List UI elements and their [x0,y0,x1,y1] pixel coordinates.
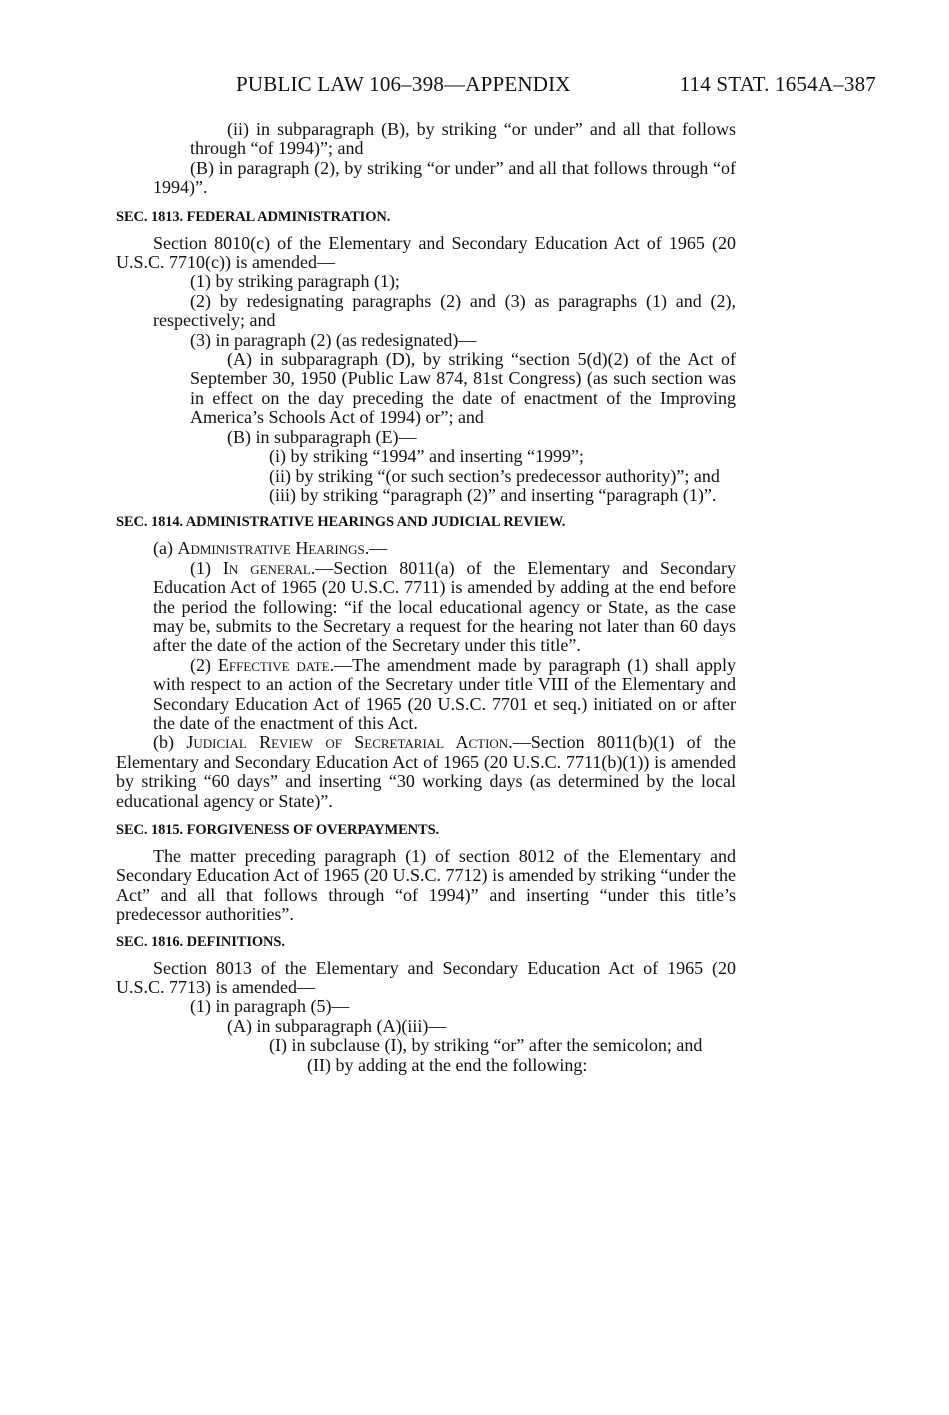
header-statute-cite: 114 STAT. 1654A–387 [679,72,876,96]
section-1813-para-3: (3) in paragraph (2) (as redesignated)— [190,329,477,350]
subsection-b-number: (b) [153,732,187,753]
section-1816-subclause-ii: (II) by adding at the end the following: [307,1054,588,1075]
section-1816-para-1: (1) in paragraph (5)— [190,996,350,1017]
section-heading-1814: SEC. 1814. ADMINISTRATIVE HEARINGS AND JUDICIAL REVIEW. [116,514,566,531]
section-1813-subpara-a: (A) in subparagraph (D), by striking “section 5(d)(2) of the Act of September 30, 1950 (Public Law 874, 81st Congress) (as such section was in effect on the day preceding the date of enactment of the Improving America’s Schools Act of 1994) or”; and [190,349,736,428]
header-law-title: PUBLIC LAW 106–398—APPENDIX [236,72,571,96]
section-1813-clause-ii: (ii) by striking “(or such section’s predecessor authority)”; and [269,465,720,486]
section-1813-clause-iii: (iii) by striking “paragraph (2)” and inserting “paragraph (1)”. [269,484,717,505]
subsection-b-caption: Judicial Review of Secretarial Action [186,732,509,753]
section-1814-para-2 [116,656,736,734]
section-1814-para-1 [116,559,736,656]
section-heading-1816: SEC. 1816. DEFINITIONS. [116,933,285,950]
section-1814-subsection-a [116,539,736,558]
section-1813-subpara-b: (B) in subparagraph (E)— [227,426,417,447]
section-1813-para-1: (1) by striking paragraph (1); [190,271,400,292]
subsection-a-number: (a) [153,538,178,559]
subsection-b-text: .—Section 8011(b)(1) of the Elementary and Secondary Education Act of 1965 (20 U.S.C. 7711(b)(1)) is amended by striking “60 days” and inserting “30 working days (as determined by the local educational agency or State)”. [116,732,736,811]
section-1815-text: The matter preceding paragraph (1) of section 8012 of the Elementary and Secondary Education Act of 1965 (20 U.S.C. 7712) is amended by striking “under the Act” and all that follows through “of 1994)” and inserting “under this title’s predecessor authorities”. [116,846,736,925]
para-1-number: (1) [190,557,223,578]
para-2-caption: Effective date [217,654,330,675]
subparagraph-b: (B) in paragraph (2), by striking “or under” and all that follows through “of 1994)”. [153,157,736,198]
running-header [236,72,876,100]
para-2-number: (2) [190,654,218,675]
section-1816-intro: Section 8013 of the Elementary and Secondary Education Act of 1965 (20 U.S.C. 7713) is amended— [116,957,736,998]
para-2-text: .—The amendment made by paragraph (1) shall apply with respect to an action of the Secretary under title VIII of the Elementary and Secondary Education Act of 1965 (20 U.S.C. 7701 et seq.) initiated on or after the date of the enactment of this Act. [153,654,736,733]
subsection-a-caption: Administrative Hearings [177,538,365,559]
section-heading-1815: SEC. 1815. FORGIVENESS OF OVERPAYMENTS. [116,822,440,838]
section-heading-1813: SEC. 1813. FEDERAL ADMINISTRATION. [116,208,391,225]
section-1816-subclause-i: (I) in subclause (I), by striking “or” after the semicolon; and [269,1035,703,1056]
document-body [116,120,736,1075]
section-1813-clause-i: (i) by striking “1994” and inserting “1999”; [269,446,584,467]
section-1813-para-2: (2) by redesignating paragraphs (2) and (3) as paragraphs (1) and (2), respectively; and [153,290,736,331]
section-1814-subsection-b [116,733,736,811]
clause-ii-b: (ii) in subparagraph (B), by striking “or under” and all that follows through “of 1994)”; and [190,119,736,159]
para-1-text: .—Section 8011(a) of the Elementary and Secondary Education Act of 1965 (20 U.S.C. 7711) is amended by adding at the end before the period the following: “if the local educational agency or State, as the case may be, submits to the Secretary a request for the hearing not later than 60 days after the date of the action of the Secretary under this title”. [153,557,736,656]
para-1-caption: In general [222,557,311,578]
subsection-a-dash: .— [364,538,388,559]
section-1816-subpara-a: (A) in subparagraph (A)(iii)— [227,1015,447,1036]
section-1813-intro: Section 8010(c) of the Elementary and Secondary Education Act of 1965 (20 U.S.C. 7710(c)) is amended— [116,232,736,273]
